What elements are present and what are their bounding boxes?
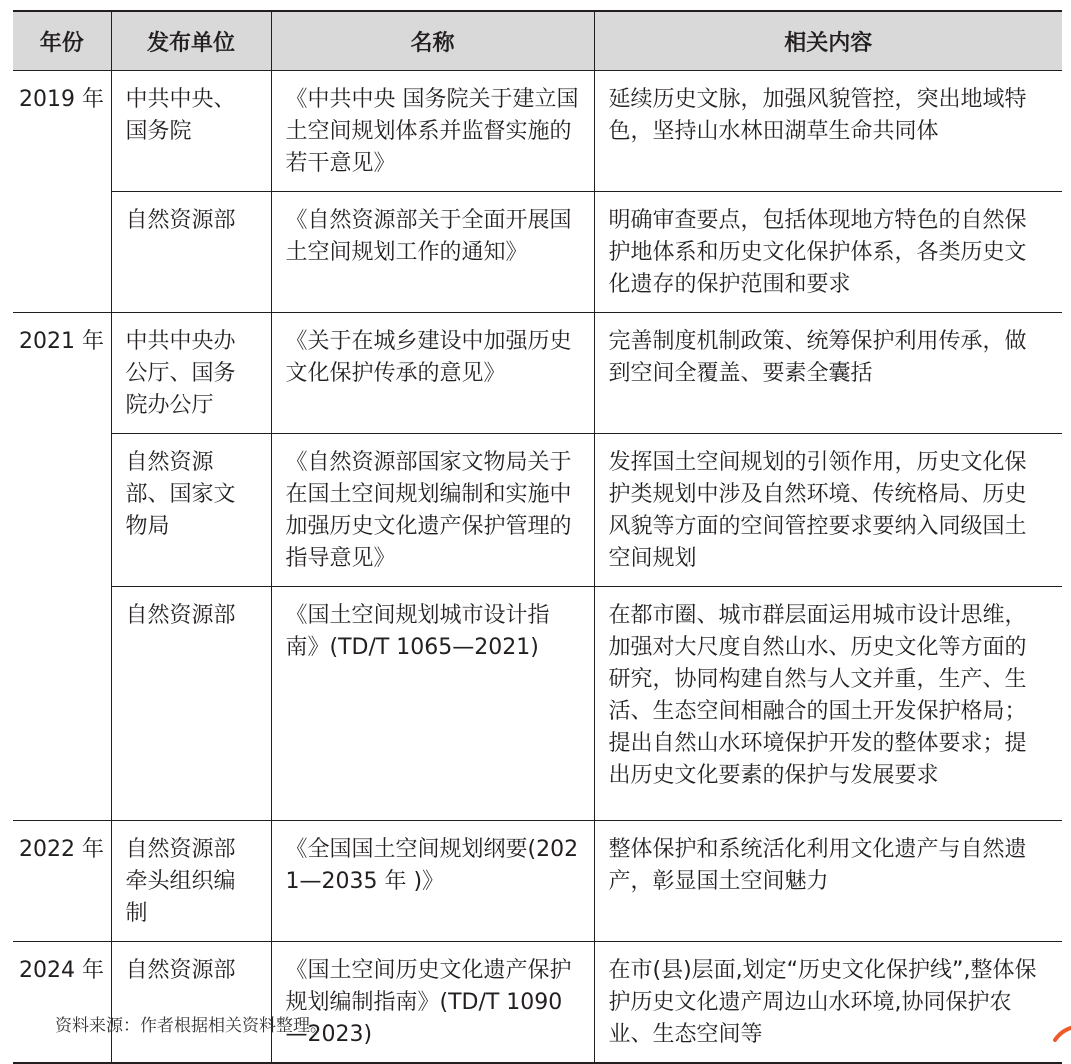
content-cell: 发挥国土空间规划的引领作用，历史文化保护类规划中涉及自然环境、传统格局、历史风貌等方面的空间管控要求要纳入同级国土空间规划: [594, 434, 1062, 587]
table-row: [13, 71, 1062, 192]
document-name-cell: 《自然资源部关于全面开展国土空间规划工作的通知》: [271, 192, 594, 313]
header-row: [13, 11, 1062, 71]
header-year: 年份: [13, 11, 111, 71]
year-cell: 2019 年: [13, 71, 111, 313]
year-cell: 2024 年: [13, 942, 111, 1064]
document-name-cell: 《关于在城乡建设中加强历史文化保护传承的意见》: [271, 313, 594, 434]
org-cell: 自然资源部牵头组织编制: [111, 821, 271, 942]
table-row: [13, 313, 1062, 434]
table-row: [13, 821, 1062, 942]
corner-logo-stroke: [1055, 1026, 1071, 1040]
document-name-cell: 《国土空间历史文化遗产保护规划编制指南》(TD/T 1090—2023): [271, 942, 594, 1064]
content-cell: 明确审查要点，包括体现地方特色的自然保护地体系和历史文化保护体系，各类历史文化遗存的保护范围和要求: [594, 192, 1062, 313]
org-cell: 自然资源部: [111, 192, 271, 313]
table-row: [13, 192, 1062, 313]
document-name-cell: 《国土空间规划城市设计指南》(TD/T 1065—2021): [271, 587, 594, 821]
table-row: [13, 587, 1062, 821]
org-cell: 自然资源部: [111, 942, 271, 1064]
content-cell: 整体保护和系统活化利用文化遗产与自然遗产，彰显国土空间魅力: [594, 821, 1062, 942]
content-cell: 在都市圈、城市群层面运用城市设计思维，加强对大尺度自然山水、历史文化等方面的研究，协同构建自然与人文并重，生产、生活、生态空间相融合的国土开发保护格局；提出自然山水环境保护开发的整体要求；提出历史文化要素的保护与发展要求: [594, 587, 1062, 821]
org-cell: 自然资源部、国家文物局: [111, 434, 271, 587]
header-name: 名称: [271, 11, 594, 71]
table-row: [13, 434, 1062, 587]
org-cell: 中共中央、国务院: [111, 71, 271, 192]
year-cell: 2022 年: [13, 821, 111, 942]
org-cell: 中共中央办公厅、国务院办公厅: [111, 313, 271, 434]
year-cell: 2021 年: [13, 313, 111, 821]
corner-logo-mark: [1053, 1024, 1071, 1042]
content-cell: 延续历史文脉，加强风貌管控，突出地域特色，坚持山水林田湖草生命共同体: [594, 71, 1062, 192]
document-name-cell: 《中共中央 国务院关于建立国土空间规划体系并监督实施的若干意见》: [271, 71, 594, 192]
source-note: 资料来源：作者根据相关资料整理。: [55, 1016, 327, 1036]
org-cell: 自然资源部: [111, 587, 271, 821]
table-row: [13, 942, 1062, 1064]
content-cell: 完善制度机制政策、统筹保护利用传承，做到空间全覆盖、要素全囊括: [594, 313, 1062, 434]
document-name-cell: 《自然资源部国家文物局关于在国土空间规划编制和实施中加强历史文化遗产保护管理的指导意见》: [271, 434, 594, 587]
policy-table: [13, 10, 1062, 1064]
header-content: 相关内容: [594, 11, 1062, 71]
document-name-cell: 《全国国土空间规划纲要(2021—2035 年 )》: [271, 821, 594, 942]
content-cell: 在市(县)层面,划定“历史文化保护线”,整体保护历史文化遗产周边山水环境,协同保护农业、生态空间等: [594, 942, 1062, 1064]
header-org: 发布单位: [111, 11, 271, 71]
